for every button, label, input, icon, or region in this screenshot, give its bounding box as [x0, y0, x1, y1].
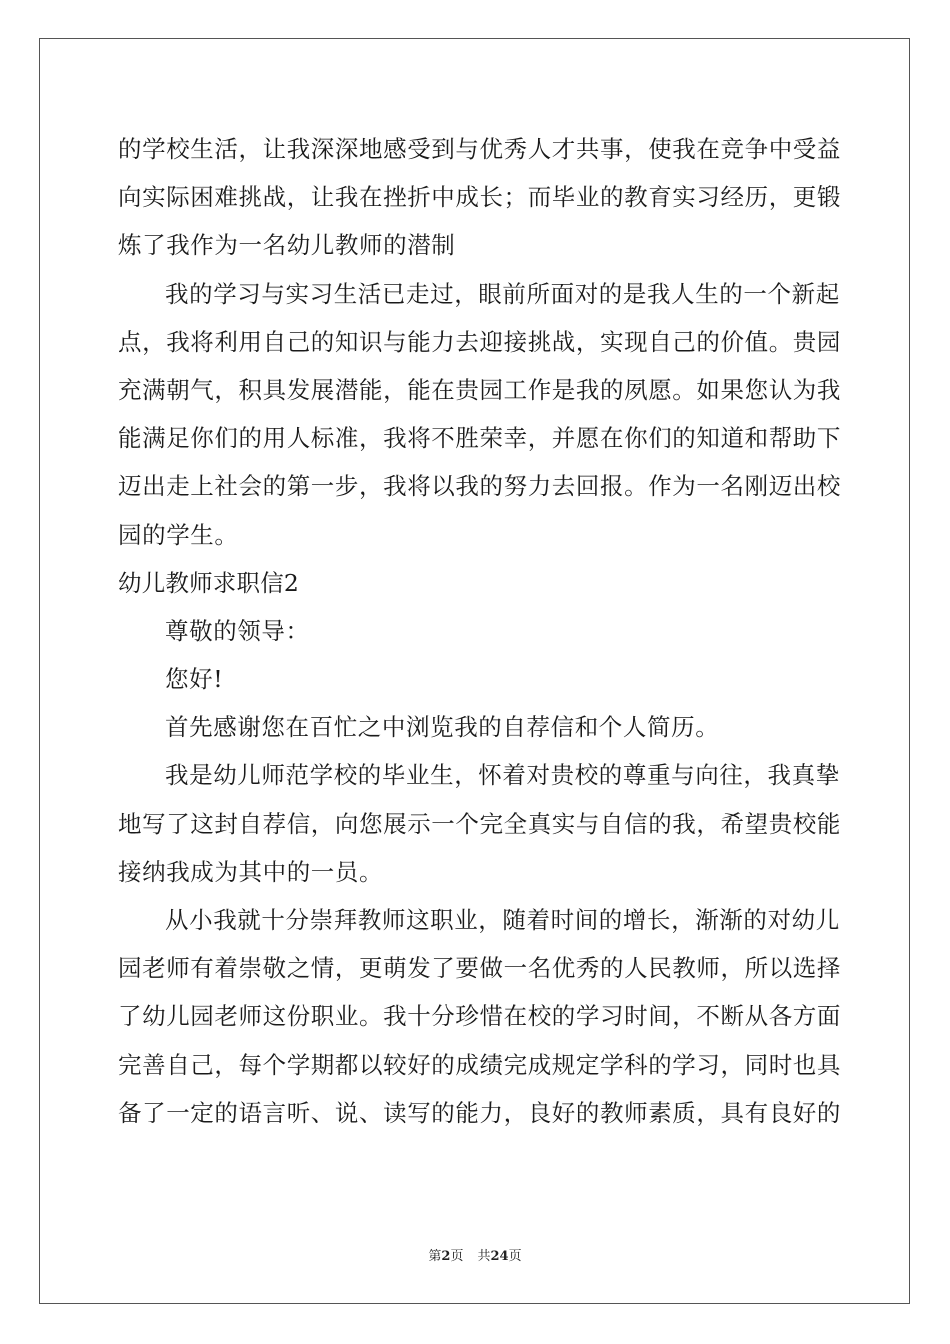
text-line: 点，我将利用自己的知识与能力去迎接挑战，实现自己的价值。贵园: [118, 327, 841, 356]
section-heading: 幼儿教师求职信2: [118, 568, 300, 597]
text-line: 我的学习与实习生活已走过，眼前所面对的是我人生的一个新起: [165, 279, 840, 308]
text-line: 炼了我作为一名幼儿教师的潜制: [118, 231, 456, 260]
total-suffix: 页: [508, 1249, 522, 1264]
text-line: 首先感谢您在百忙之中浏览我的自荐信和个人简历。: [165, 713, 720, 742]
text-line: 能满足你们的用人标准，我将不胜荣幸，并愿在你们的知道和帮助下: [118, 424, 841, 453]
text-line: 地写了这封自荐信，向您展示一个完全真实与自信的我，希望贵校能: [118, 809, 841, 838]
text-line: 向实际困难挑战，让我在挫折中成长；而毕业的教育实习经历，更锻: [118, 183, 841, 212]
text-line: 园老师有着崇敬之情，更萌发了要做一名优秀的人民教师，所以选择: [118, 954, 841, 983]
page-prefix: 第: [428, 1249, 442, 1264]
total-pages: 24: [490, 1249, 509, 1264]
page-footer: [0, 1245, 950, 1264]
text-line: 迈出走上社会的第一步，我将以我的努力去回报。作为一名刚迈出校: [118, 472, 841, 501]
text-line: 从小我就十分崇拜教师这职业，随着时间的增长，渐渐的对幼儿: [165, 906, 840, 934]
text-line: 的学校生活，让我深深地感受到与优秀人才共事，使我在竞争中受益: [118, 135, 841, 163]
text-line: 园的学生。: [118, 520, 239, 549]
text-line: 接纳我成为其中的一员。: [118, 857, 384, 886]
text-line: 充满朝气，积具发展潜能，能在贵园工作是我的夙愿。如果您认为我: [118, 375, 841, 404]
salutation: 尊敬的领导：: [165, 616, 310, 645]
text-line: 备了一定的语言听、说、读写的能力，良好的教师素质，具有良好的: [118, 1098, 841, 1127]
text-line: 了幼儿园老师这份职业。我十分珍惜在校的学习时间，不断从各方面: [118, 1002, 841, 1031]
total-prefix: 共: [477, 1249, 491, 1264]
page-number: 2: [441, 1249, 451, 1264]
document-body: [118, 125, 841, 1137]
text-line: 我是幼儿师范学校的毕业生，怀着对贵校的尊重与向往，我真挚: [165, 761, 840, 790]
text-line: 完善自己，每个学期都以较好的成绩完成规定学科的学习，同时也具: [118, 1050, 841, 1079]
greeting: 您好!: [165, 665, 224, 694]
page-suffix: 页: [450, 1249, 464, 1264]
